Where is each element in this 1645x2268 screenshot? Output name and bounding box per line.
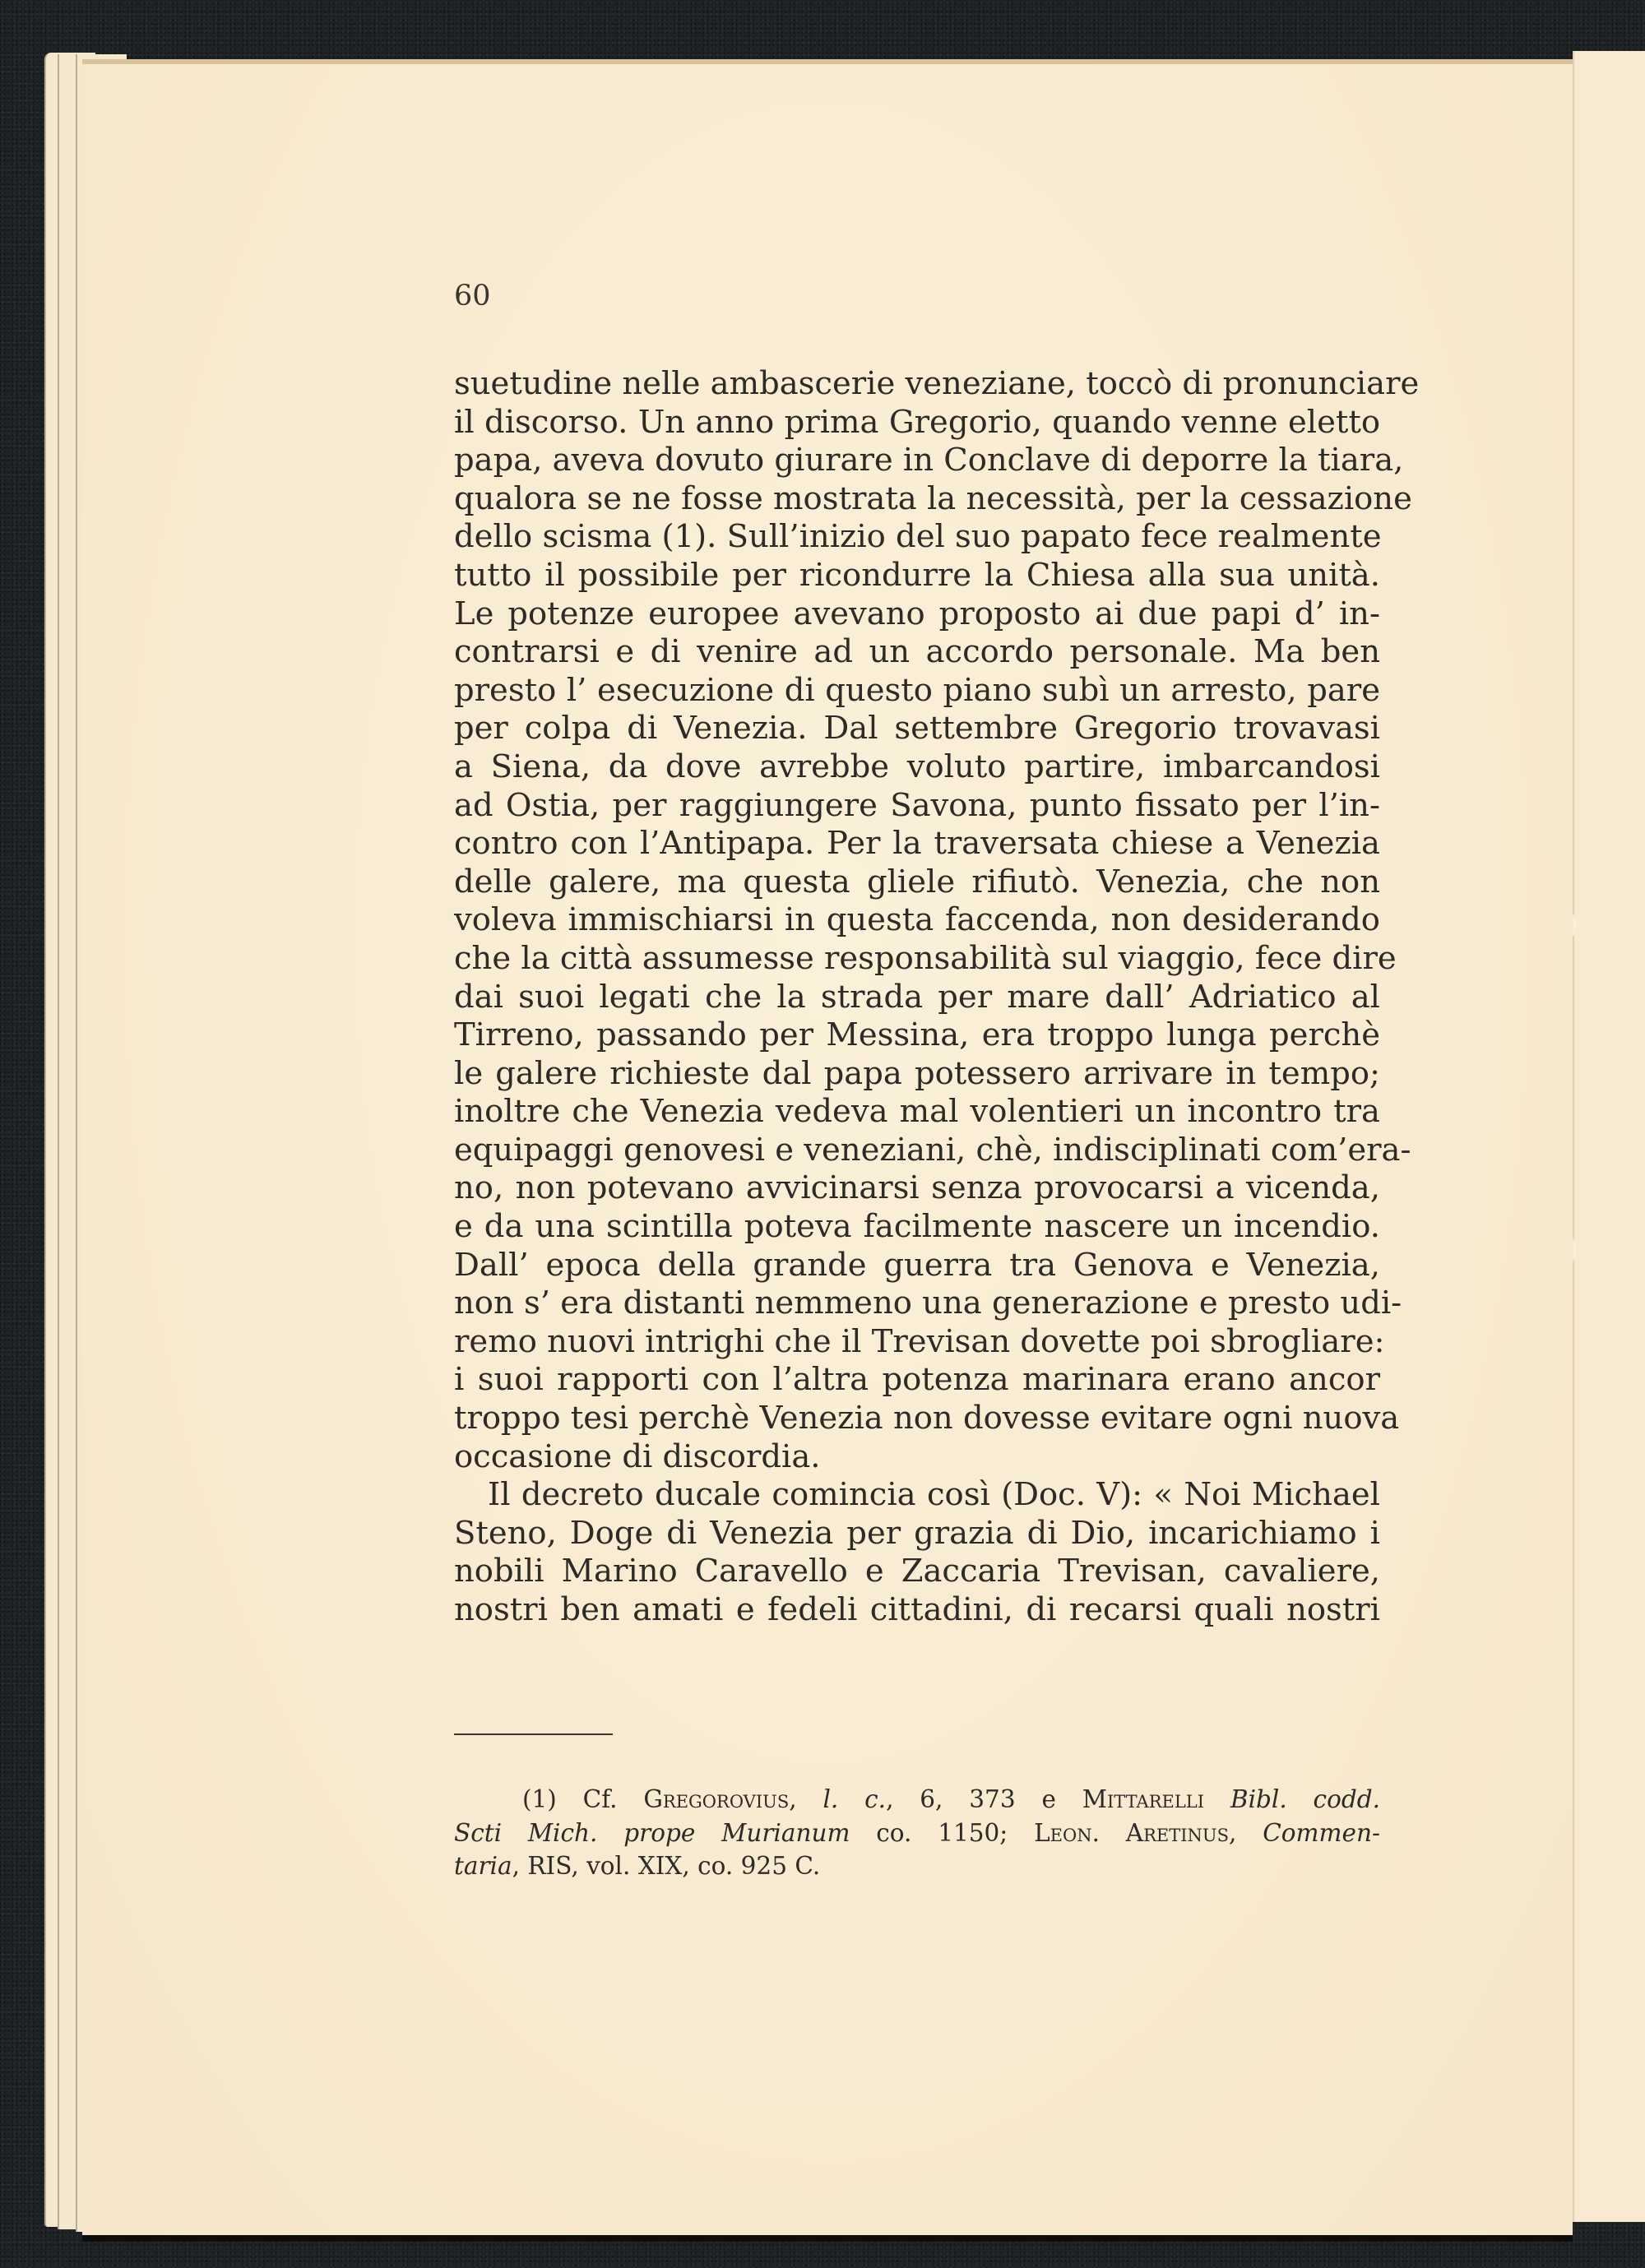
paragraph-start-line: Il decreto ducale comincia così (Doc. V): « Noi Michael	[488, 1476, 1380, 1514]
text-line: Dall’ epoca della grande guerra tra Genova e Venezia,	[454, 1246, 1380, 1284]
text-line: nobili Marino Caravello e Zaccaria Trevisan, cavaliere,	[454, 1553, 1380, 1590]
text-line: delle galere, ma questa gliele rifiutò. Venezia, che non	[454, 863, 1380, 900]
footnote-line	[454, 1817, 1380, 1850]
text-line: contro con l’Antipapa. Per la traversata chiese a Venezia	[454, 825, 1380, 863]
footnote-line	[454, 1783, 1380, 1817]
text-line: per colpa di Venezia. Dal settembre Gregorio trovavasi	[454, 710, 1380, 748]
text-line: papa, aveva dovuto giurare in Conclave di deporre la tiara,	[454, 442, 1404, 479]
text-line: contrarsi e di venire ad un accordo personale. Ma ben	[454, 633, 1380, 671]
text-line: le galere richieste dal papa potessero arrivare in tempo;	[454, 1054, 1380, 1092]
citation-abbrev: l. c.	[822, 1785, 887, 1813]
text-line: non s’ era distanti nemmeno una generazione e presto udi-	[454, 1284, 1402, 1322]
footnote-separator-rule	[454, 1733, 613, 1735]
text-line: nostri ben amati e fedeli cittadini, di recarsi quali nostri	[454, 1591, 1380, 1628]
text-line: e da una scintilla poteva facilmente nascere un incendio.	[454, 1208, 1380, 1246]
work-title: Scti Mich. prope Murianum	[454, 1818, 850, 1847]
text-line: che la città assumesse responsabilità sul viaggio, fece dire	[454, 939, 1397, 977]
punctuation: ,	[1229, 1818, 1237, 1847]
text-line: qualora se ne fosse mostrata la necessità, per la cessazione	[454, 479, 1412, 517]
text-line: suetudine nelle ambascerie veneziane, toccò di pronunciare	[454, 365, 1420, 402]
text-line: dello scisma (1). Sull’inizio del suo papato fece realmente	[454, 518, 1382, 556]
paragraph-end-line: occasione di discordia.	[454, 1437, 821, 1475]
work-title: Commen-	[1263, 1818, 1380, 1847]
work-title: taria	[454, 1852, 512, 1880]
text-line: Tirreno, passando per Messina, era troppo lunga perchè	[454, 1016, 1380, 1054]
text-line: Le potenze europee avevano proposto ai due papi d’ in-	[454, 595, 1380, 632]
text-line: no, non potevano avvicinarsi senza provocarsi a vicenda,	[454, 1169, 1380, 1207]
author-name: Leon. Aretinus	[1034, 1818, 1229, 1847]
citation-text: , RIS, vol. XIX, co. 925 C.	[512, 1852, 821, 1880]
text-line: a Siena, da dove avrebbe voluto partire, imbarcandosi	[454, 748, 1380, 785]
footnote-marker: (1) Cf.	[522, 1785, 618, 1813]
page-number: 60	[454, 280, 491, 312]
body-text	[454, 365, 1420, 1630]
text-line: ad Ostia, per raggiungere Savona, punto fissato per l’in-	[454, 786, 1380, 824]
author-name: Gregorovius	[643, 1785, 790, 1813]
text-line: remo nuovi intrighi che il Trevisan dovette poi sbrogliare:	[454, 1322, 1385, 1360]
footnote-line	[454, 1849, 1380, 1883]
author-name: Mittarelli	[1082, 1785, 1205, 1813]
book-page	[82, 59, 1573, 2235]
text-line: equipaggi genovesi e veneziani, chè, indisciplinati com’era-	[454, 1131, 1411, 1169]
text-line: inoltre che Venezia vedeva mal volentieri un incontro tra	[454, 1093, 1380, 1131]
citation-text: co. 1150;	[876, 1818, 1008, 1847]
text-line: tutto il possibile per ricondurre la Chiesa alla sua unità.	[454, 556, 1380, 594]
punctuation: ,	[789, 1785, 797, 1813]
work-title: Bibl. codd.	[1230, 1785, 1380, 1813]
text-line: Steno, Doge di Venezia per grazia di Dio, incarichiamo i	[454, 1514, 1380, 1552]
text-line: dai suoi legati che la strada per mare dall’ Adriatico al	[454, 978, 1380, 1016]
citation-text: , 6, 373 e	[886, 1785, 1056, 1813]
text-line: troppo tesi perchè Venezia non dovesse evitare ogni nuova	[454, 1400, 1400, 1437]
facing-page-edge	[1573, 51, 1645, 2222]
text-line: voleva immischiarsi in questa faccenda, non desiderando	[454, 901, 1380, 939]
footnote	[454, 1783, 1380, 1883]
text-line: il discorso. Un anno prima Gregorio, quando venne eletto	[454, 403, 1380, 441]
text-line: presto l’ esecuzione di questo piano subì un arresto, pare	[454, 671, 1380, 709]
text-line: i suoi rapporti con l’altra potenza marinara erano ancor	[454, 1361, 1380, 1399]
